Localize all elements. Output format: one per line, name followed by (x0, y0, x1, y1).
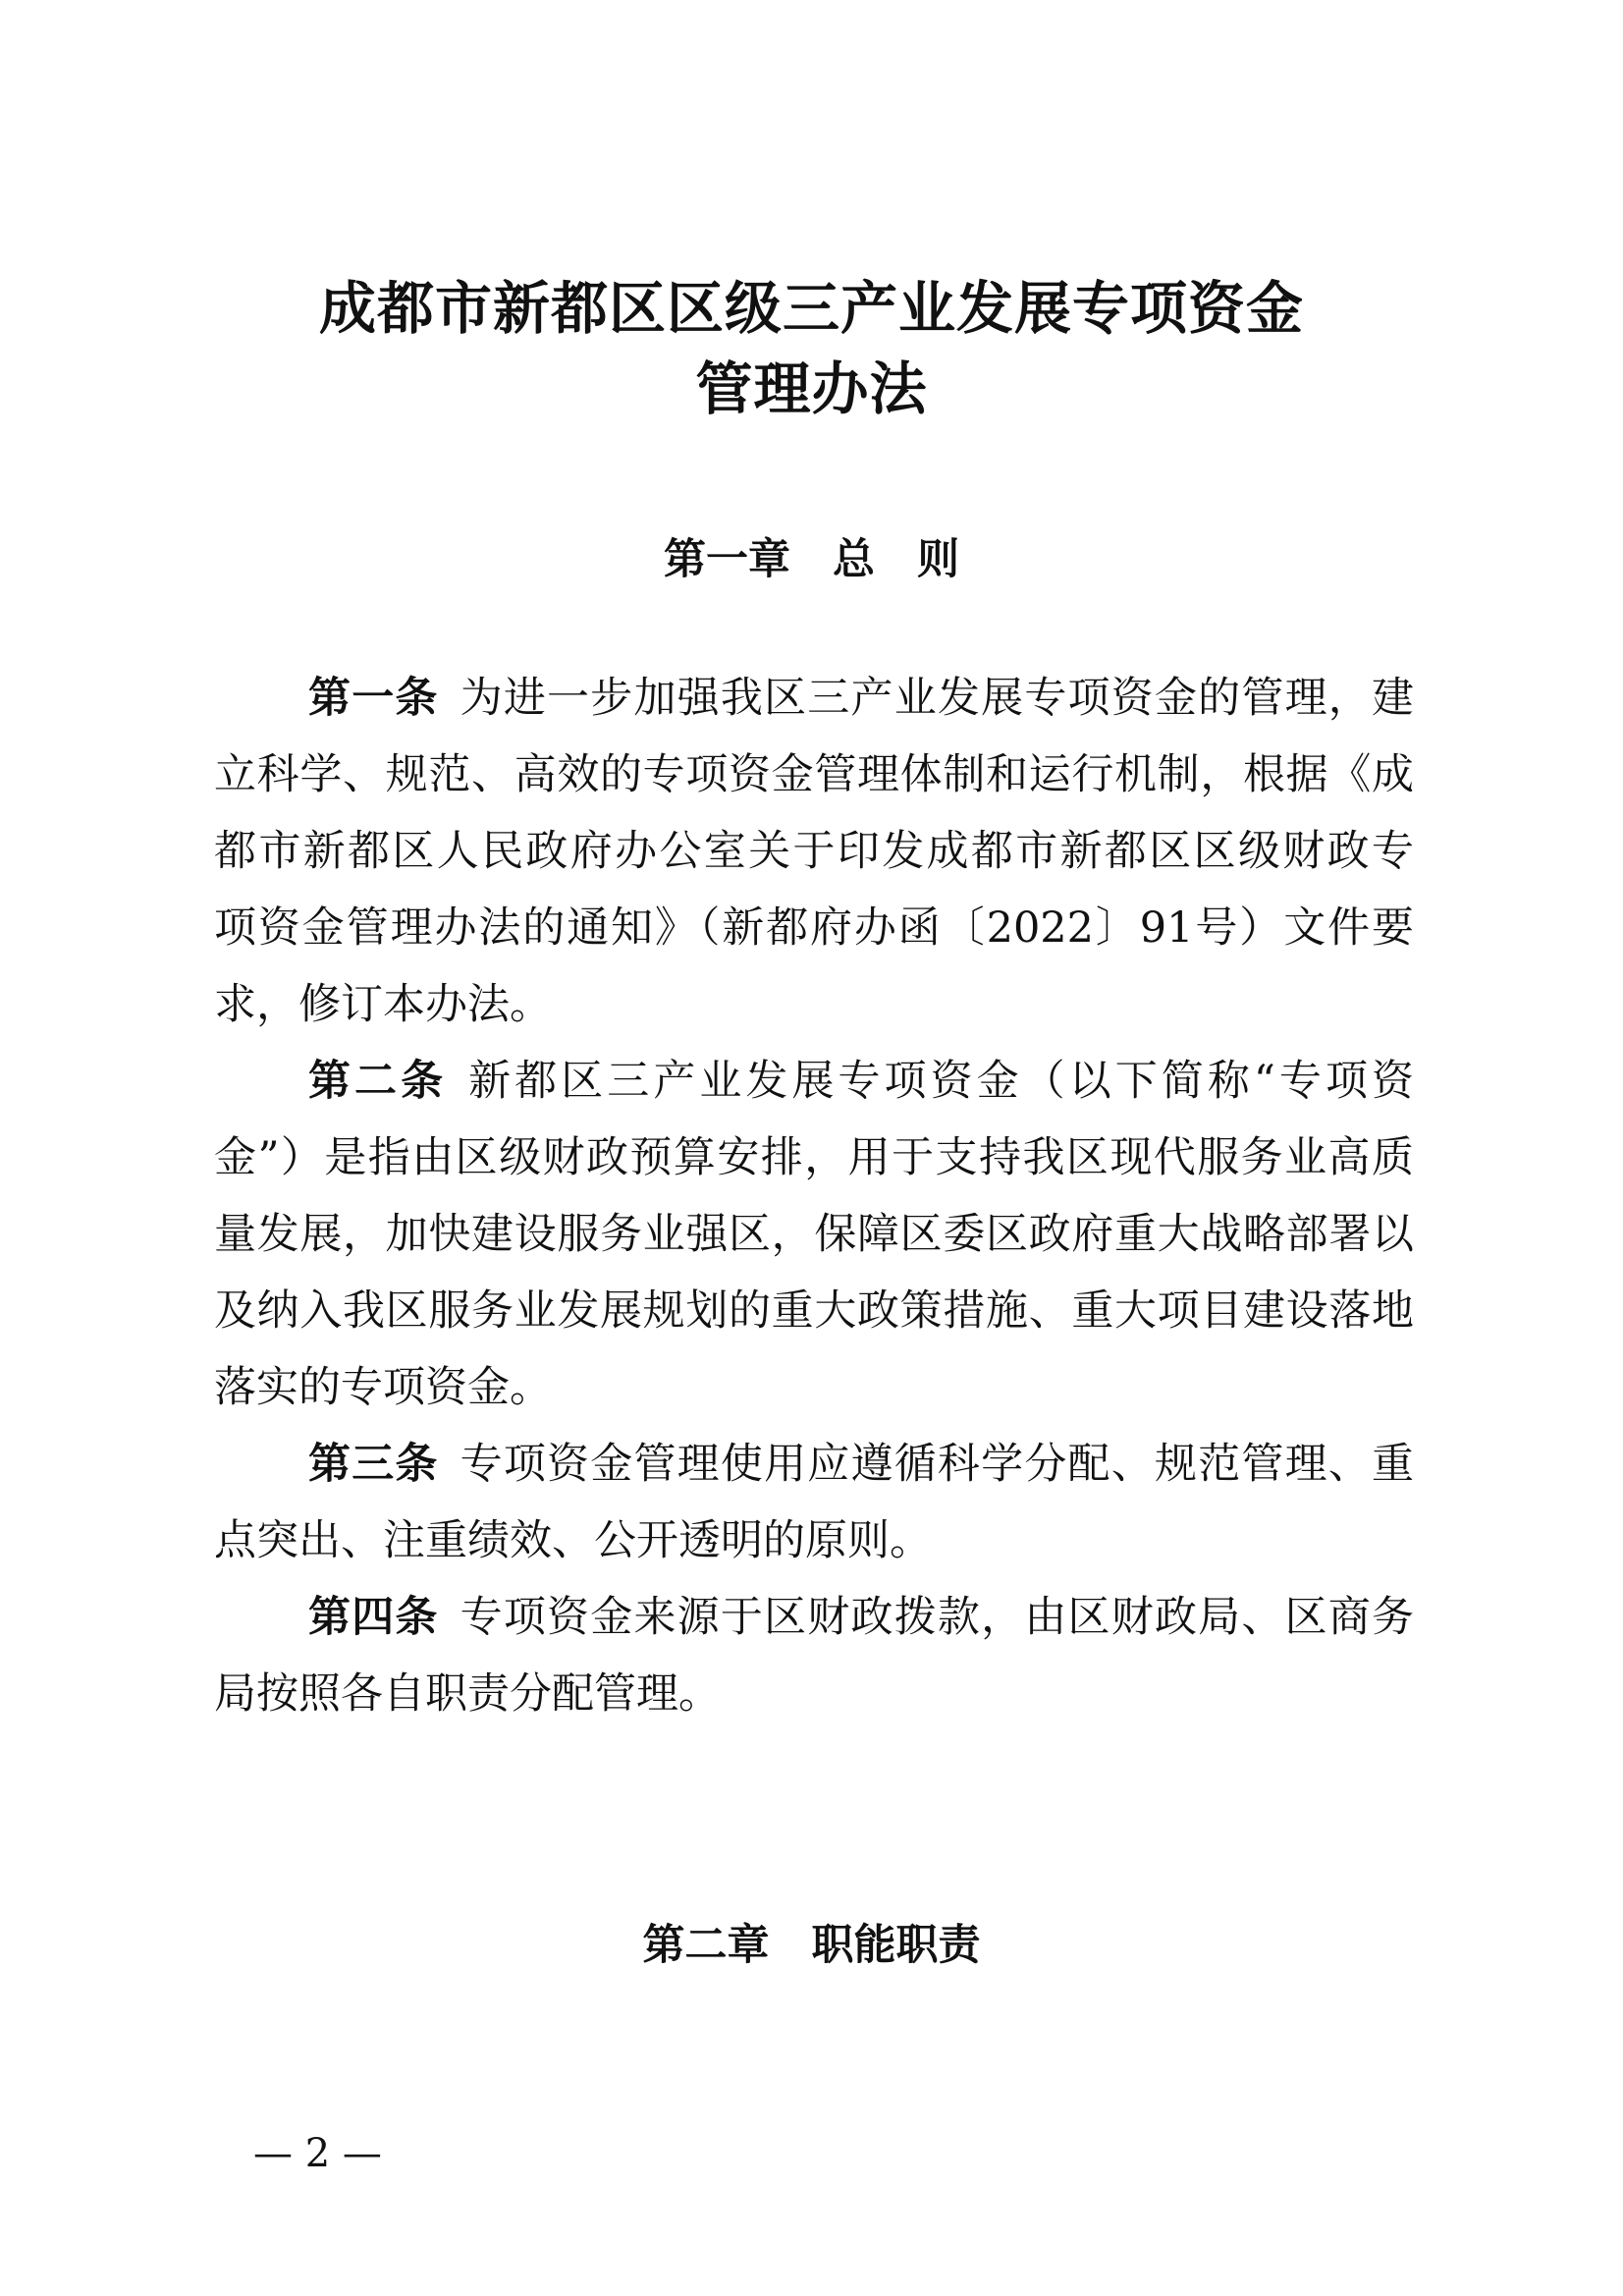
article-text: 为进一步加强我区三产业发展专项资金的管理，建 (460, 674, 1414, 723)
article-text: 专项资金管理使用应遵循科学分配、规范管理、重 (460, 1440, 1414, 1489)
article-label: 第二条 (308, 1057, 448, 1106)
article-line: 落实的专项资金。 (214, 1363, 552, 1412)
article-line: 量发展，加快建设服务业强区，保障区委区政府重大战略部署以 (214, 1210, 1414, 1259)
article-4 (214, 1579, 1414, 1732)
article-line: 点突出、注重绩效、公开透明的原则。 (214, 1516, 932, 1565)
article-1 (214, 660, 1414, 1043)
chapter-heading-2: 第二章 职能职责 (642, 1921, 981, 1970)
page-number: — 2 — (253, 2131, 382, 2176)
article-text: 专项资金来源于区财政拨款，由区财政局、区商务 (460, 1593, 1414, 1642)
article-label: 第一条 (308, 674, 439, 723)
article-line: 都市新都区人民政府办公室关于印发成都市新都区区级财政专 (214, 827, 1414, 876)
article-label: 第四条 (308, 1593, 439, 1642)
article-line (214, 1043, 1414, 1120)
document-title-line1: 成都市新都区区级三产业发展专项资金 (318, 275, 1304, 342)
article-2 (214, 1043, 1414, 1426)
article-line: 局按照各自职责分配管理。 (214, 1669, 721, 1719)
article-label: 第三条 (308, 1440, 439, 1489)
document-title-line2: 管理办法 (695, 355, 928, 422)
article-line: 求，修订本办法。 (214, 980, 552, 1029)
article-line (214, 1426, 1414, 1503)
article-line: 项资金管理办法的通知》（新都府办函〔2022〕91号）文件要 (214, 903, 1414, 953)
article-text: 新都区三产业发展专项资金（以下简称“专项资 (468, 1057, 1414, 1106)
article-line: 金”）是指由区级财政预算安排，用于支持我区现代服务业高质 (214, 1133, 1414, 1182)
article-line (214, 1579, 1414, 1656)
article-3 (214, 1426, 1414, 1579)
chapter-heading-1: 第一章 总 则 (664, 535, 959, 584)
article-line: 及纳入我区服务业发展规划的重大政策措施、重大项目建设落地 (214, 1286, 1414, 1336)
article-line: 立科学、规范、高效的专项资金管理体制和运行机制，根据《成 (214, 750, 1414, 799)
article-line (214, 660, 1414, 737)
